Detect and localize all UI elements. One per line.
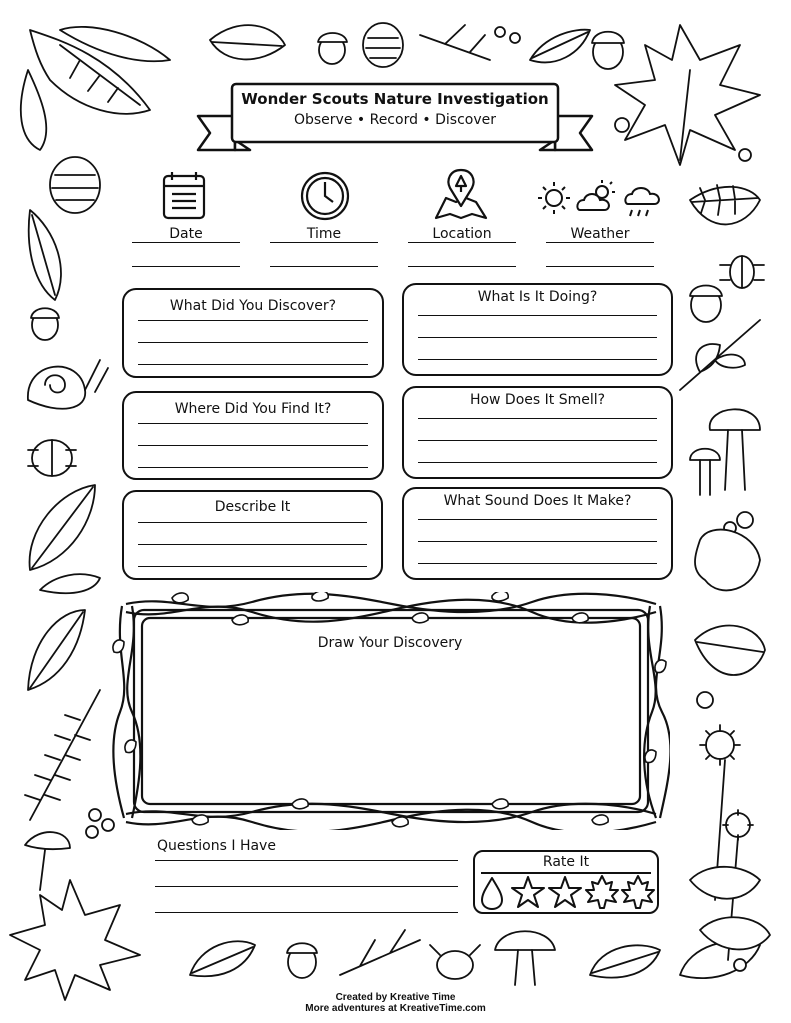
answer-line [138, 566, 367, 567]
sound-box[interactable] [402, 487, 673, 580]
star-rating-hit-5[interactable] [620, 874, 654, 910]
time-field-line-2[interactable] [270, 266, 378, 267]
weather-field-line-1[interactable] [546, 242, 654, 243]
answer-line [418, 440, 657, 441]
footer-credit: Created by Kreative Time [335, 992, 456, 1003]
location-field-line-1[interactable] [408, 242, 516, 243]
page-title: Wonder Scouts Nature Investigation [241, 90, 549, 108]
answer-line [418, 462, 657, 463]
answer-line [418, 359, 657, 360]
weather-field-line-2[interactable] [546, 266, 654, 267]
questions-line-1[interactable] [155, 860, 458, 861]
calendar-icon [160, 170, 208, 222]
answer-line [138, 342, 368, 343]
answer-line [138, 423, 368, 424]
answer-line [138, 445, 368, 446]
describe-label: Describe It [214, 499, 291, 515]
date-field-line-2[interactable] [132, 266, 240, 267]
what-doing-label: What Is It Doing? [477, 289, 598, 305]
location-label: Location [432, 226, 492, 242]
draw-discovery-label: Draw Your Discovery [317, 635, 463, 651]
answer-line [418, 418, 657, 419]
smell-label: How Does It Smell? [469, 392, 606, 408]
answer-line [138, 544, 367, 545]
drawing-area[interactable] [150, 660, 630, 800]
date-field-line-1[interactable] [132, 242, 240, 243]
weather-icons [536, 178, 666, 222]
questions-line-2[interactable] [155, 886, 458, 887]
answer-line [418, 315, 657, 316]
what-discover-label: What Did You Discover? [169, 298, 337, 314]
answer-line [138, 364, 368, 365]
answer-line [138, 320, 368, 321]
date-label: Date [169, 226, 203, 242]
answer-line [138, 467, 368, 468]
where-found-box[interactable] [122, 391, 384, 480]
what-doing-box[interactable] [402, 283, 673, 376]
sound-label: What Sound Does It Make? [443, 493, 632, 509]
answer-line [418, 519, 657, 520]
map-pin-icon [432, 168, 490, 222]
answer-line [418, 541, 657, 542]
where-found-label: Where Did You Find It? [174, 401, 332, 417]
clock-icon [299, 170, 351, 222]
smell-box[interactable] [402, 386, 673, 479]
questions-line-3[interactable] [155, 912, 458, 913]
answer-line [418, 337, 657, 338]
footer-link[interactable]: More adventures at KreativeTime.com [305, 1003, 486, 1014]
time-field-line-1[interactable] [270, 242, 378, 243]
answer-line [418, 563, 657, 564]
location-field-line-2[interactable] [408, 266, 516, 267]
weather-label: Weather [570, 226, 630, 242]
time-label: Time [306, 226, 342, 242]
star-rating-hit-3[interactable] [548, 874, 582, 910]
questions-label: Questions I Have [157, 838, 276, 854]
answer-line [138, 522, 367, 523]
star-rating-hit-4[interactable] [584, 874, 618, 910]
star-rating-hit-1[interactable] [478, 874, 508, 910]
what-discover-box[interactable] [122, 288, 384, 378]
rating-label: Rate It [542, 854, 590, 870]
star-rating-hit-2[interactable] [512, 874, 546, 910]
describe-box[interactable] [122, 490, 383, 580]
page-subtitle: Observe • Record • Discover [293, 112, 497, 128]
